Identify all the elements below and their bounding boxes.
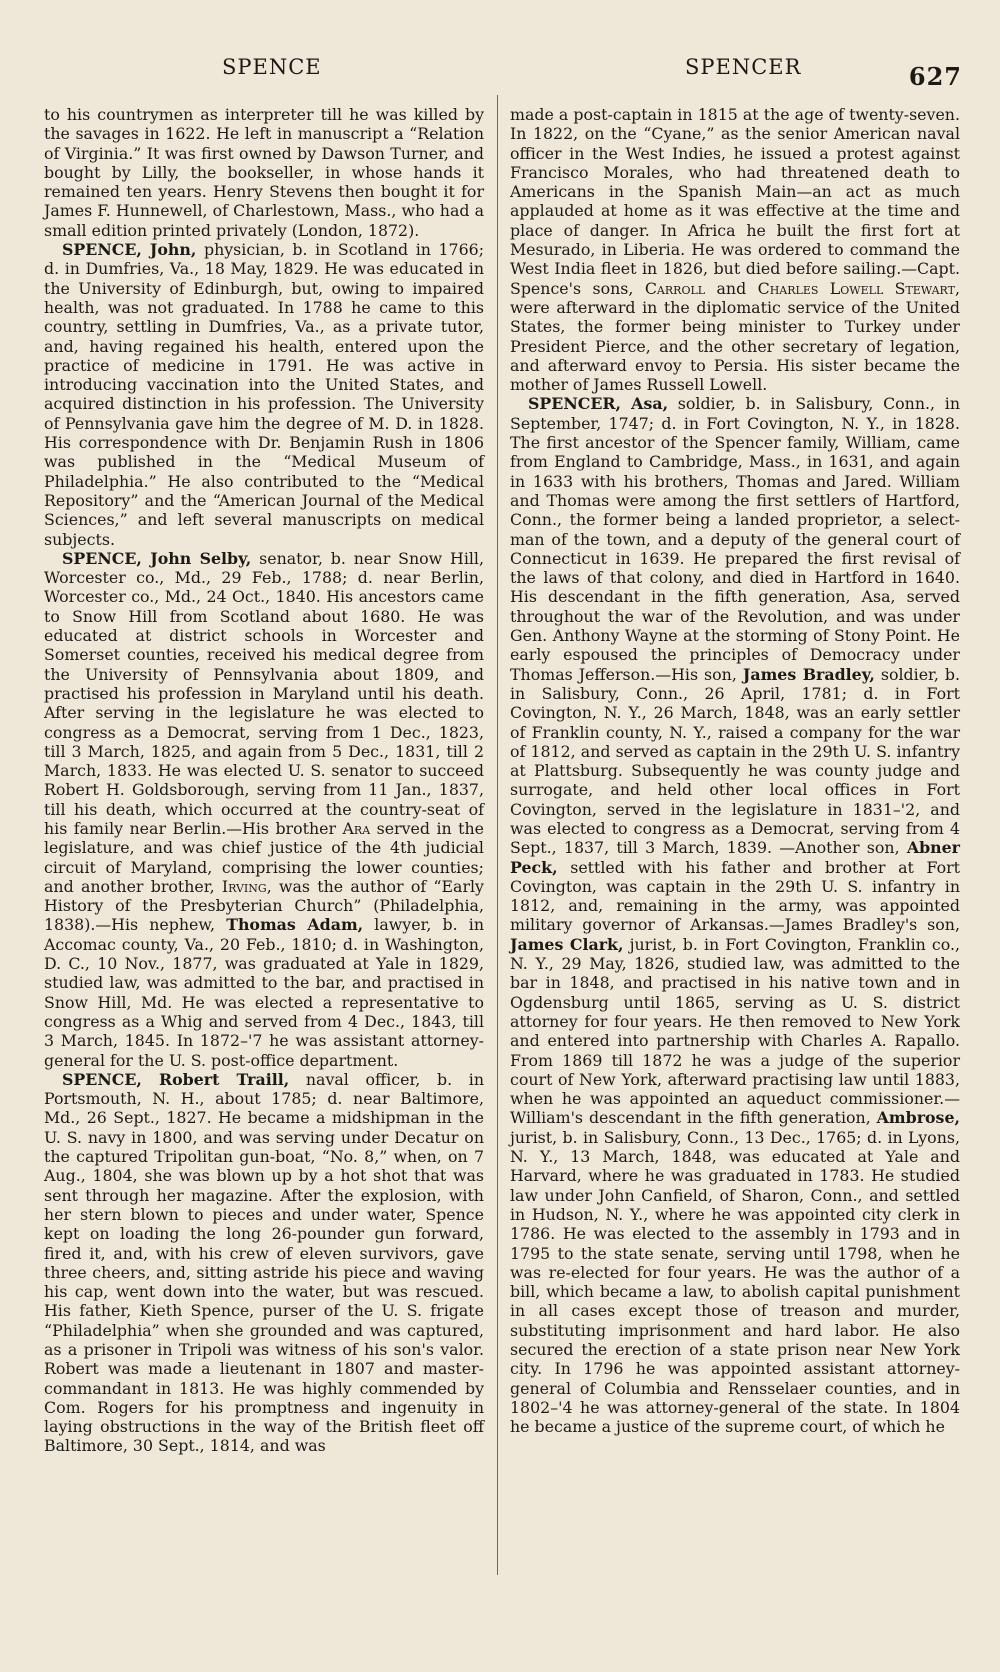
entry-text: jurist, b. in Salisbury, Conn., 13 Dec., 1765; d. in Lyons, N. Y., 13 March, 1848, was educated at Yale and Harvard, where he was graduated in 1783. He studied law under John Canfield, of Sharon, Conn., and settled in Hudson, N. Y., where he was appointed city clerk in 1786. He was elected to the assembly in 1793 and in 1795 to the state senate, serving until 1798, when he was re-elected for four years. He was the author of a bill, which became a law, to abolish capital punishment in all cases except those of treason and murder, substituting imprisonment and hard labor. He also secured the erection of a state prison near New York city. In 1796 he was appointed assistant attorney-general of Columbia and Rensselaer counties, and in 1802–'4 he was attorney-general of the state. In 1804 he became a justice of the supreme court, of which he: [510, 1127, 960, 1437]
cross-ref-carroll: Carroll: [644, 278, 706, 298]
entry-heading: SPENCER, Asa,: [528, 394, 669, 414]
entry-spence-john-selby: [44, 549, 484, 1070]
entry-text: soldier, b. in Salisbury, Conn., in September, 1747; d. in Fort Covington, N. Y., in 1828. The first ancestor of the Spencer family, William, came from England to Cambridge, Mass., in 1631, and again in 1633 with his brothers, Thomas and Jared. William and Thomas were among the first settlers of Hartford, Conn., the former being a landed proprietor, a select-man of the town, and a deputy of the general court of Connecticut in 1639. He prepared the first revisal of the laws of that colony, and died in Hartford in 1640. His descendant in the fifth generation, Asa, served throughout the war of the Revolution, and was under Gen. Anthony Wayne at the storming of Stony Point. He early espoused the principles of Democracy under Thomas Jefferson.—His son,: [510, 394, 960, 684]
entry-continuation: [44, 105, 484, 240]
running-head-right: SPENCER: [685, 55, 802, 79]
sub-entry-heading: Ambrose,: [876, 1108, 960, 1128]
entry-text: made a post-captain in 1815 at the age of twenty-seven. In 1822, on the “Cyane,” as the senior American naval officer in the West Indies, he issued a protest against Francisco Morales, who had threatened death to Americans in the Spanish Main—an act as much applauded at home as it was effective at the time and place of danger. In Africa he built the first fort at Mesurado, in Liberia. He was ordered to command the West India fleet in 1826, but died before sailing.—Capt. Spence's sons,: [510, 105, 960, 298]
entry-heading: SPENCE, Robert Traill,: [62, 1069, 290, 1089]
entry-text: senator, b. near Snow Hill, Worcester co., Md., 29 Feb., 1788; d. near Berlin, Worcester co., Md., 24 Oct., 1840. His ancestors came to Snow Hill from Scotland about 1680. He was educated at district schools in Worcester and Somerset counties, received his medical degree from the University of Pennsylvania about 1809, and practised his profession in Maryland until his death. After serving in the legislature he was elected to congress as a Democrat, serving from 1 Dec., 1823, till 3 March, 1825, and again from 5 Dec., 1831, till 2 March, 1833. He was elected U. S. senator to succeed Robert H. Goldsborough, serving from 11 Jan., 1837, till his death, which occurred at the country-seat of his family near Berlin.—His brother: [44, 548, 484, 838]
entry-spence-robert-traill: [44, 1070, 484, 1456]
entry-text: jurist, b. in Fort Covington, Franklin co., N. Y., 29 May, 1826, studied law, was admitted to the bar in 1848, and practised in his native town and in Ogdensburg until 1865, serving as U. S. district attorney for four years. He then removed to New York and entered into partnership with Charles A. Rapallo. From 1869 till 1872 he was a judge of the superior court of New York, afterward practising law until 1883, when he was appointed an aqueduct commissioner.—William's descendant in the fifth generation,: [510, 934, 960, 1128]
entry-text: lawyer, b. in Accomac county, Va., 20 Feb., 1810; d. in Washington, D. C., 10 Nov., 1877, was graduated at Yale in 1829, studied law, was admitted to the bar, and practised in Snow Hill, Md. He was elected a representative to congress as a Whig and served from 4 Dec., 1843, till 3 March, 1845. In 1872–'7 he was assistant attorney-general for the U. S. post-office department.: [44, 915, 484, 1070]
right-column: [510, 105, 960, 1436]
entry-heading: SPENCE, John,: [62, 240, 197, 260]
entry-spencer-asa: [510, 394, 960, 1436]
entry-text: to his countrymen as interpreter till he was killed by the savages in 1622. He left in manuscript a “Relation of Virginia.” It was first owned by Dawson Turner, and bought by Lilly, the bookseller, in whose hands it remained ten years. Henry Stevens then bought it for James F. Hunnewell, of Charlestown, Mass., who had a small edition printed privately (London, 1872).: [44, 105, 484, 240]
cross-ref-ara: Ara: [342, 818, 371, 838]
cross-ref-charles: Charles Lowell Stewart: [757, 278, 955, 298]
entry-text: served in the legislature, and was chief justice of the 4th judicial circuit of Maryland, comprising the lower counties; and another brother,: [44, 818, 484, 896]
entry-heading: SPENCE, John Selby,: [62, 548, 252, 568]
entry-text: physician, b. in Scotland in 1766; d. in Dumfries, Va., 18 May, 1829. He was educated in the University of Edinburgh, but, owing to impaired health, was not graduated. In 1788 he came to this country, settling in Dumfries, Va., as a private tutor, and, having regained his health, entered upon the practice of medicine in 1791. He was active in introducing vaccination into the United States, and acquired distinction in his profession. The University of Pennsylvania gave him the degree of M. D. in 1828. His correspondence with Dr. Benjamin Rush in 1806 was published in the “Medical Museum of Philadelphia.” He also contributed to the “Medical Repository” and the “American Journal of the Medical Sciences,” and left several manuscripts on medical subjects.: [44, 240, 485, 549]
left-column: [44, 105, 484, 1456]
entry-text: settled with his father and brother at Fort Covington, was captain in the 29th U. S. infantry in 1812, and, remaining in the army, was appointed military governor of Arkansas.—James Bradley's son,: [510, 857, 960, 935]
entry-spence-john: [44, 240, 484, 549]
entry-continuation: [510, 105, 960, 394]
cross-ref-irving: Irving: [221, 876, 267, 896]
running-head-left: SPENCE: [222, 55, 322, 79]
page-number: 627: [908, 62, 962, 91]
entry-text: , were afterward in the diplomatic service of the United States, the former being minister to Turkey under President Pierce, and the other secretary of legation, and afterward envoy to Persia. His sister became the mother of James Russell Lowell.: [510, 278, 960, 395]
sub-entry-heading: James Clark,: [510, 934, 624, 954]
sub-entry-heading: Abner Peck,: [510, 838, 960, 877]
entry-text: and: [705, 278, 758, 298]
sub-entry-heading: Thomas Adam,: [226, 915, 364, 935]
sub-entry-heading: James Bradley,: [742, 664, 875, 684]
entry-text: , was the author of “Early History of the Presbyterian Church” (Philadelphia, 1838).—His nephew,: [44, 876, 484, 935]
column-divider: [497, 95, 498, 1575]
entry-text: soldier, b. in Salisbury, Conn., 26 April, 1781; d. in Fort Covington, N. Y., 26 March, 1848, was an early settler of Franklin county, N. Y., raised a company for the war of 1812, and served as captain in the 29th U. S. infantry at Plattsburg. Subsequently he was county judge and surrogate, and held other local offices in Fort Covington, served in the legislature in 1831–'2, and was elected to congress as a Democrat, serving from 4 Sept., 1837, till 3 March, 1839. —Another son,: [510, 664, 961, 858]
entry-text: naval officer, b. in Portsmouth, N. H., about 1785; d. near Baltimore, Md., 26 Sept., 1827. He became a midshipman in the U. S. navy in 1800, and was serving under Decatur on the captured Tripolitan gun-boat, “No. 8,” when, on 7 Aug., 1804, she was blown up by a hot shot that was sent through her magazine. After the explosion, with her stern blown to pieces and under water, Spence kept on loading the long 26-pounder gun forward, fired it, and, with his crew of eleven survivors, gave three cheers, and, sitting astride his piece and waving his cap, went down into the water, but was rescued. His father, Kieth Spence, purser of the U. S. frigate “Philadelphia” when she grounded and was captured, as a prisoner in Tripoli was witness of his son's valor. Robert was made a lieutenant in 1807 and master-commandant in 1813. He was highly commended by Com. Rogers for his promptness and ingenuity in laying obstructions in the way of the British fleet off Baltimore, 30 Sept., 1814, and was: [44, 1069, 484, 1456]
